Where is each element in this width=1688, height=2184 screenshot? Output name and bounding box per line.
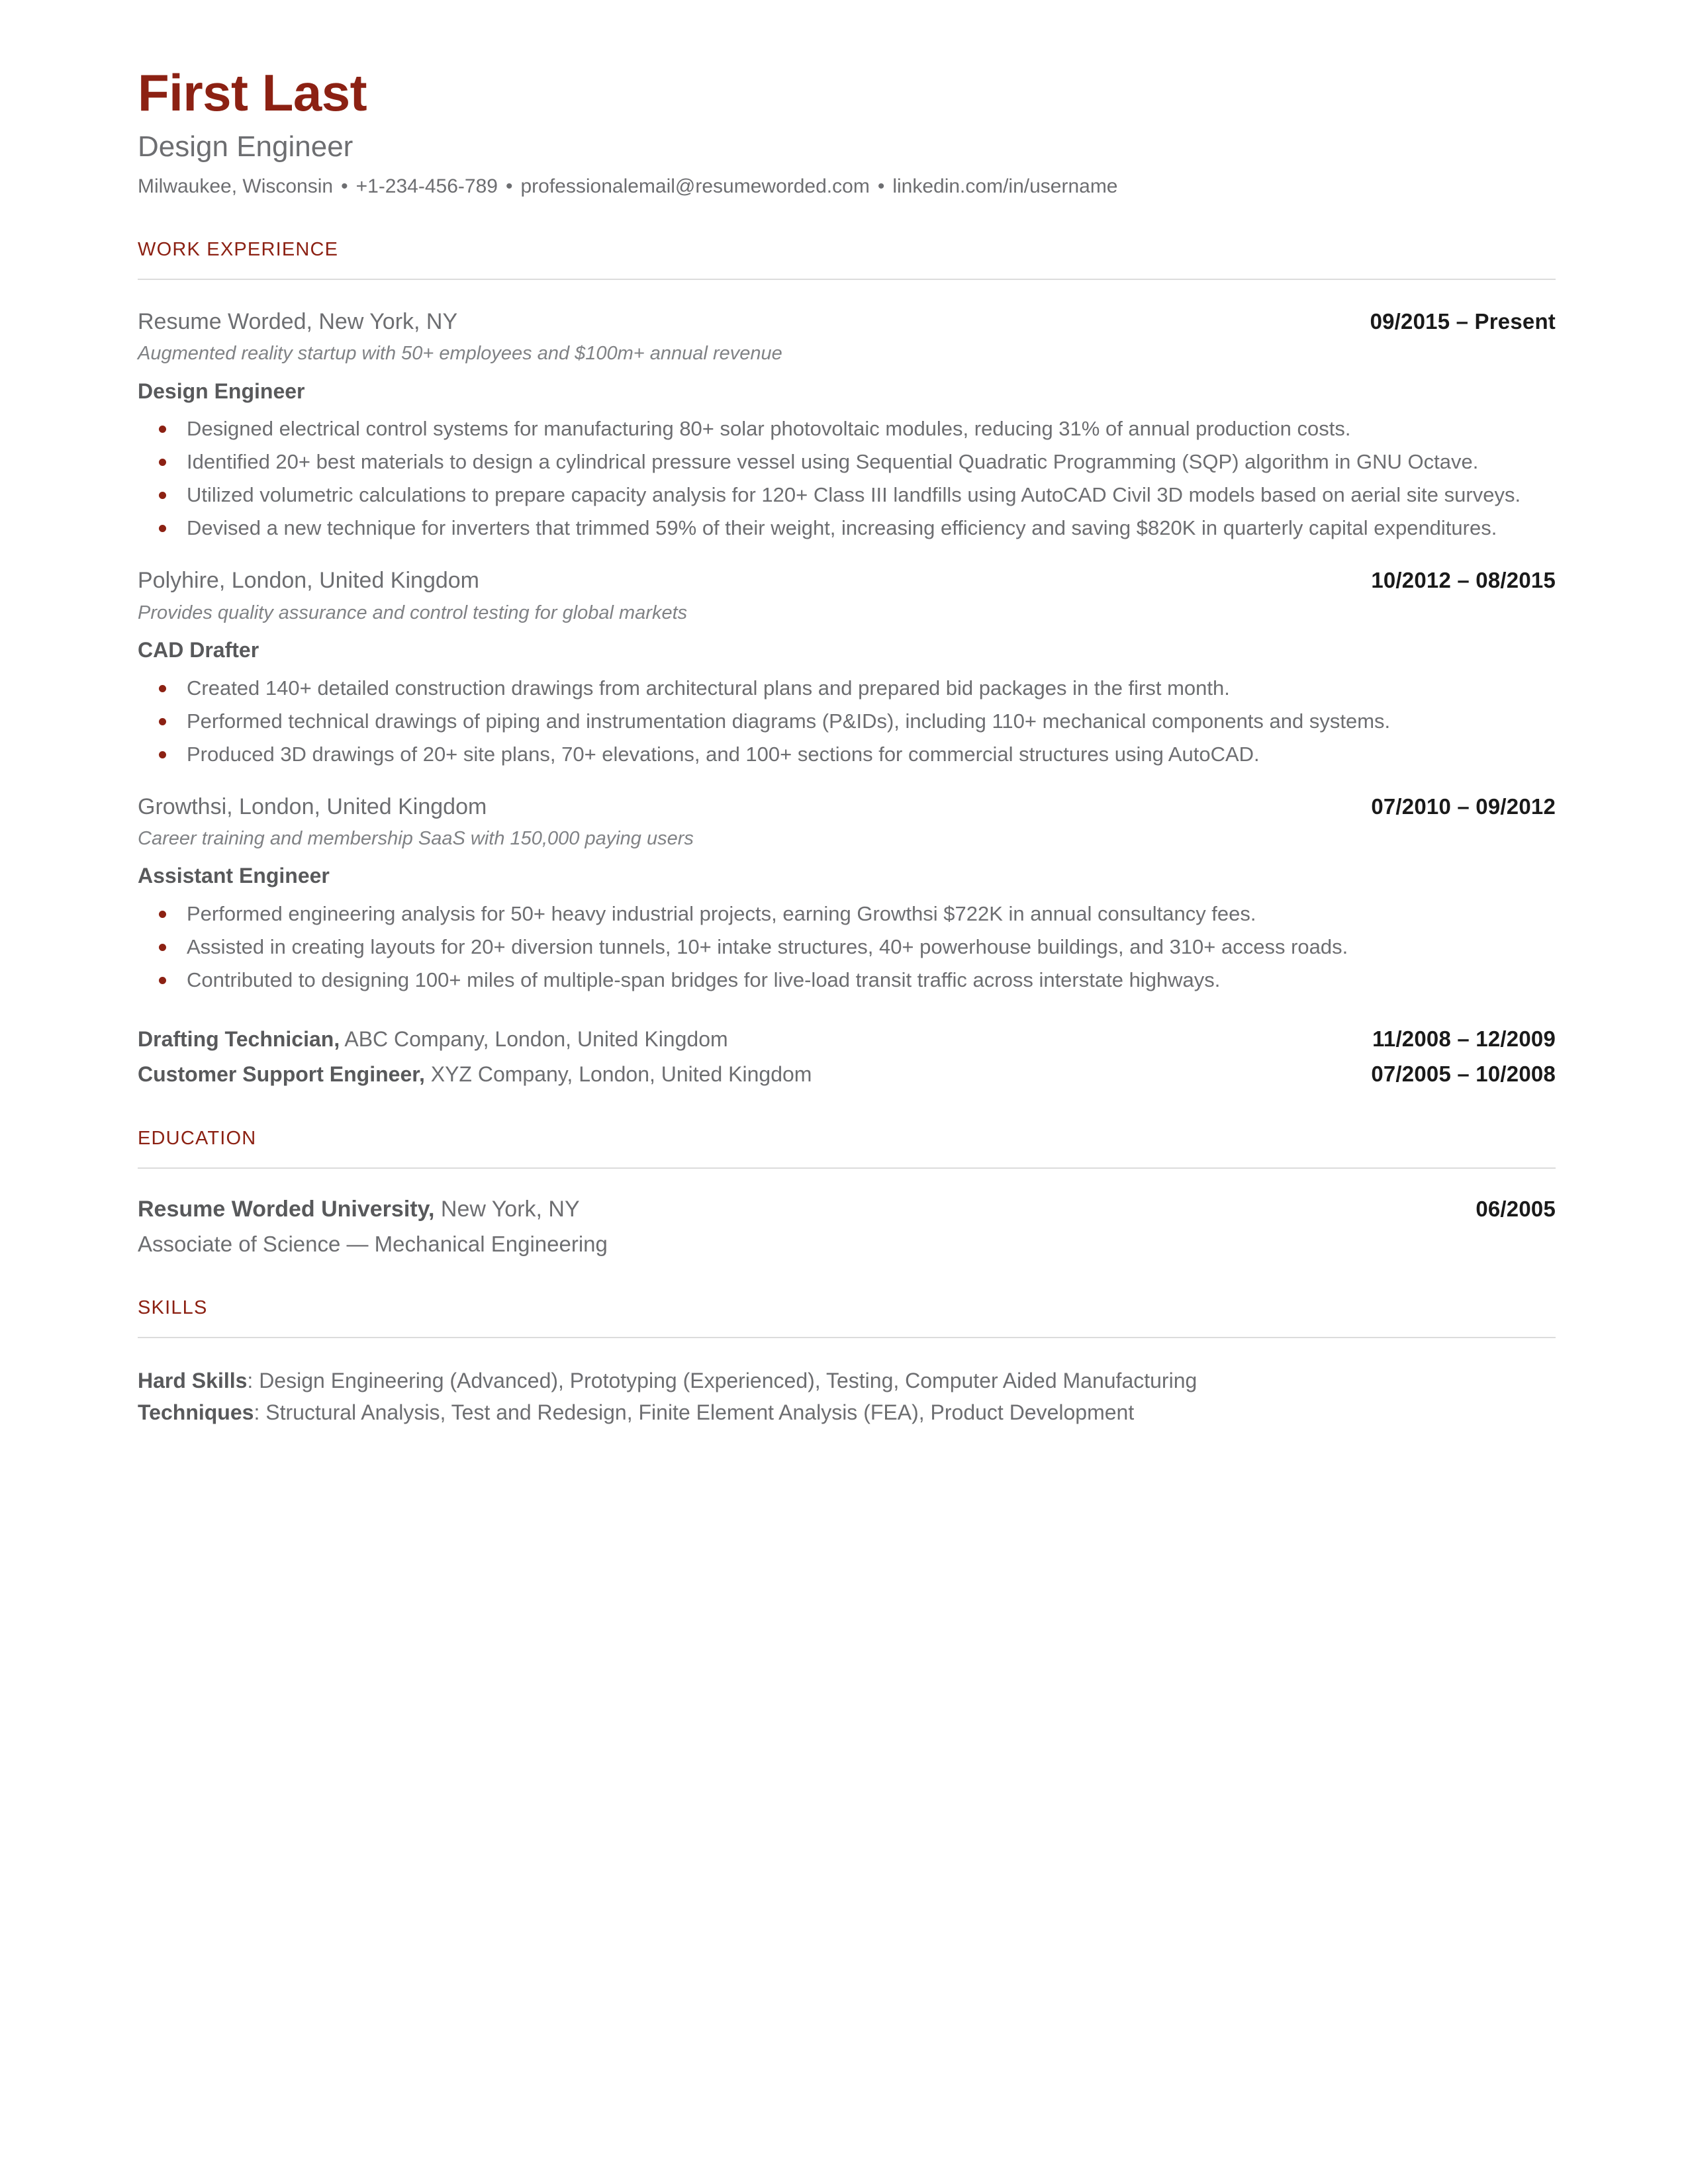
job-bullet: Designed electrical control systems for manufacturing 80+ solar photovoltaic modules, reducing 31% of annual production costs. bbox=[138, 414, 1556, 443]
short-role-detail: XYZ Company, London, United Kingdom bbox=[424, 1062, 812, 1087]
contact-separator-3: • bbox=[877, 175, 885, 198]
contact-phone[interactable]: +1-234-456-789 bbox=[355, 175, 498, 198]
education-dates: 06/2005 bbox=[1476, 1196, 1556, 1221]
resume-header bbox=[138, 64, 1556, 201]
job-company: Growthsi, London, United Kingdom bbox=[138, 794, 487, 819]
section-heading-education: EDUCATION bbox=[138, 1127, 257, 1149]
skills-list bbox=[138, 1365, 1556, 1428]
section-divider-education bbox=[138, 1167, 1556, 1169]
contact-separator-2: • bbox=[505, 175, 513, 198]
job-company-description: Provides quality assurance and control testing for global markets bbox=[138, 602, 688, 623]
job-bullet-list bbox=[138, 899, 1556, 995]
short-role-title: Customer Support Engineer, bbox=[138, 1062, 425, 1087]
education-degree: Associate of Science — Mechanical Engineering bbox=[138, 1231, 608, 1256]
short-role-text bbox=[138, 1024, 728, 1054]
candidate-job-title: Design Engineer bbox=[138, 130, 353, 163]
education-entry bbox=[138, 1197, 1556, 1259]
skill-value: Design Engineering (Advanced), Prototyping (Experienced), Testing, Computer Aided Manufacturing bbox=[259, 1368, 1197, 1392]
job-role-title: Assistant Engineer bbox=[138, 864, 330, 888]
short-role-dates: 07/2005 – 10/2008 bbox=[1371, 1062, 1556, 1087]
job-bullet-list bbox=[138, 674, 1556, 769]
skill-value: Structural Analysis, Test and Redesign, Finite Element Analysis (FEA), Product Development bbox=[265, 1400, 1135, 1424]
short-role-entry bbox=[138, 1059, 1556, 1089]
job-bullet: Identified 20+ best materials to design a cylindrical pressure vessel using Sequential Quadratic Programming (SQP) algorithm in GNU Octave. bbox=[138, 447, 1556, 477]
job-bullet: Assisted in creating layouts for 20+ diversion tunnels, 10+ intake structures, 40+ powerhouse buildings, and 310+ access roads. bbox=[138, 933, 1556, 962]
job-entry bbox=[138, 308, 1556, 543]
job-bullet: Contributed to designing 100+ miles of multiple-span bridges for live-load transit traffic across interstate highways. bbox=[138, 966, 1556, 995]
job-bullet: Produced 3D drawings of 20+ site plans, 70+ elevations, and 100+ sections for commercial structures using AutoCAD. bbox=[138, 740, 1556, 769]
contact-email[interactable]: professionalemail@resumeworded.com bbox=[520, 175, 870, 198]
section-heading-skills: SKILLS bbox=[138, 1297, 208, 1318]
contact-line bbox=[138, 173, 1556, 201]
section-divider-skills bbox=[138, 1337, 1556, 1338]
education-school-location: New York, NY bbox=[434, 1196, 580, 1222]
job-bullet: Created 140+ detailed construction drawings from architectural plans and prepared bid packages in the first month. bbox=[138, 674, 1556, 703]
job-header-row bbox=[138, 567, 1556, 595]
job-bullet: Performed technical drawings of piping and instrumentation diagrams (P&IDs), including 110+ mechanical components and systems. bbox=[138, 707, 1556, 736]
job-dates: 10/2012 – 08/2015 bbox=[1371, 568, 1556, 593]
job-bullet: Devised a new technique for inverters that trimmed 59% of their weight, increasing efficiency and saving $820K in quarterly capital expenditures. bbox=[138, 514, 1556, 543]
short-role-entry bbox=[138, 1024, 1556, 1054]
short-role-dates: 11/2008 – 12/2009 bbox=[1372, 1026, 1556, 1051]
job-role-title: CAD Drafter bbox=[138, 637, 259, 662]
section-heading-work-experience: WORK EXPERIENCE bbox=[138, 238, 339, 260]
skill-label: Hard Skills bbox=[138, 1368, 248, 1392]
skill-label: Techniques bbox=[138, 1400, 254, 1424]
job-dates: 07/2010 – 09/2012 bbox=[1371, 794, 1556, 819]
job-company: Resume Worded, New York, NY bbox=[138, 308, 458, 334]
job-entry bbox=[138, 793, 1556, 995]
job-role-title: Design Engineer bbox=[138, 379, 305, 403]
job-company-description: Augmented reality startup with 50+ employees and $100m+ annual revenue bbox=[138, 343, 782, 365]
job-bullet: Utilized volumetric calculations to prepare capacity analysis for 120+ Class III landfills using AutoCAD Civil 3D models based on aerial site surveys. bbox=[138, 480, 1556, 510]
short-role-title: Drafting Technician, bbox=[138, 1026, 340, 1051]
job-bullet-list bbox=[138, 414, 1556, 543]
education-school bbox=[138, 1197, 580, 1222]
education-school-name: Resume Worded University, bbox=[138, 1196, 435, 1222]
job-bullet: Performed engineering analysis for 50+ heavy industrial projects, earning Growthsi $722K in annual consultancy fees. bbox=[138, 899, 1556, 929]
skill-line bbox=[138, 1365, 1556, 1396]
skill-line bbox=[138, 1396, 1556, 1428]
skill-separator: : bbox=[247, 1368, 259, 1392]
job-entry bbox=[138, 567, 1556, 768]
job-dates: 09/2015 – Present bbox=[1370, 308, 1556, 334]
short-role-detail: ABC Company, London, United Kingdom bbox=[340, 1026, 728, 1051]
skill-separator: : bbox=[254, 1400, 266, 1424]
short-role-text bbox=[138, 1060, 812, 1089]
education-header-row bbox=[138, 1197, 1556, 1222]
candidate-name: First Last bbox=[138, 64, 367, 122]
contact-linkedin[interactable]: linkedin.com/in/username bbox=[892, 175, 1118, 198]
job-company-description: Career training and membership SaaS with 150,000 paying users bbox=[138, 828, 694, 850]
job-header-row bbox=[138, 793, 1556, 821]
contact-location: Milwaukee, Wisconsin bbox=[138, 175, 334, 198]
section-divider-work-experience bbox=[138, 279, 1556, 280]
job-company: Polyhire, London, United Kingdom bbox=[138, 568, 479, 594]
contact-separator-1: • bbox=[341, 175, 348, 198]
job-header-row bbox=[138, 308, 1556, 336]
